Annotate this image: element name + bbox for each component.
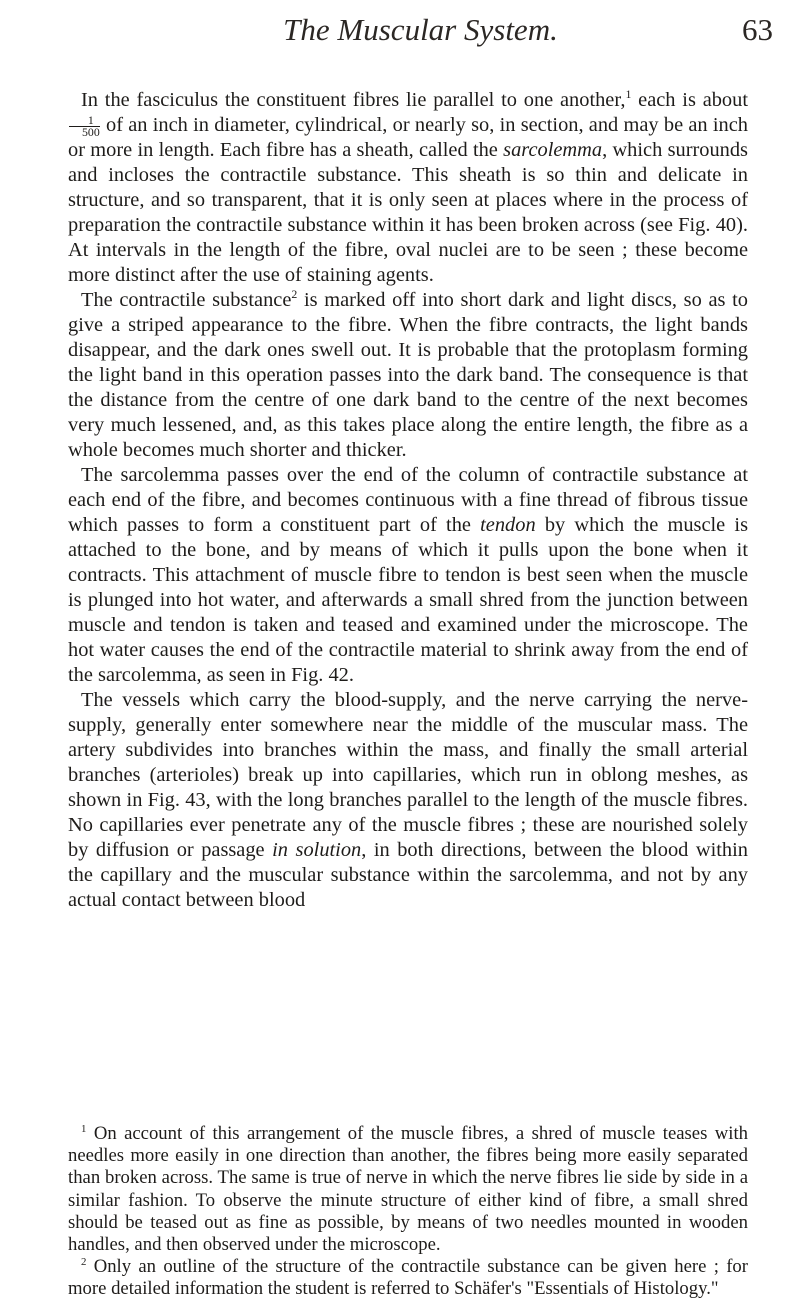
footnote-1 [68, 1123, 748, 1256]
paragraph-fibres [68, 88, 748, 288]
paragraph-tendon [68, 463, 748, 688]
footnote-marker: 2 [81, 1255, 87, 1268]
text-segment: The vessels which carry the blood-supply, and the nerve carrying the nerve-supply, generally enter somewhere near the middle of the muscular mass. The artery subdivides into branches within the mass, and finally the small arterial branches (arterioles) break up into capillaries, which run in oblong meshes, as shown in Fig. 43, with the long branches parallel to the length of the muscle fibres. No capillaries ever penetrate any of the muscle fibres ; these are nourished solely by diffusion or passage [68, 689, 748, 861]
page-number: 63 [742, 12, 773, 47]
text-segment: In the fasciculus the constituent fibres lie parallel to one another, [81, 89, 626, 111]
term-in-solution: in solution [272, 839, 362, 861]
running-title: The Muscular System. [283, 12, 558, 47]
body-text [68, 88, 748, 913]
footnote-text: Only an outline of the structure of the contractile substance can be given here ; for more detailed information the student is referred to Schäfer's "Essentials of Histology." [68, 1256, 748, 1300]
text-segment: , in both directions, between the blood within the capillary and the muscular substance within the sarcolemma, and not by any actual contact between blood [68, 839, 748, 911]
text-segment: , which surrounds and incloses the contractile substance. This sheath is so thin and delicate in structure, and so transparent, that it is only seen at places where in the process of preparation the contractile substance within it has been broken across (see Fig. 40). At intervals in the length of the fibre, oval nuclei are to be seen ; these become more distinct after the use of staining agents. [68, 139, 748, 286]
term-tendon: tendon [480, 514, 536, 536]
text-segment: of an inch in diameter, cylindrical, or nearly so, in section, and may be an inch or more in length. Each fibre has a sheath, called the [68, 114, 748, 161]
text-segment: each is about [631, 89, 748, 111]
footnotes [68, 1123, 748, 1301]
text-segment: by which the muscle is attached to the bone, and by means of which it pulls upon the bone when it contracts. This attachment of muscle fibre to tendon is best seen when the muscle is plunged into hot water, and afterwards a small shred from the junction between muscle and tendon is taken and teased and examined under the microscope. The hot water causes the end of the contractile material to shrink away from the end of the sarcolemma, as seen in Fig. 42. [68, 514, 749, 686]
text-segment: The sarcolemma passes over the end of the column of contractile substance at each end of the fibre, and becomes continuous with a fine thread of fibrous tissue which passes to form a constituent part of the [68, 464, 748, 536]
text-segment: is marked off into short dark and light discs, so as to give a striped appearance to the fibre. When the fibre contracts, the light bands disappear, and the dark ones swell out. It is probable that the protoplasm forming the light band in this operation passes into the dark band. The consequence is that the distance from the centre of one dark band to the centre of the next becomes very much lessened, and, as this takes place along the entire length, the fibre as a whole becomes much shorter and thicker. [68, 289, 748, 461]
footnote-marker: 1 [81, 1122, 87, 1135]
text-segment: The contractile substance [81, 289, 292, 311]
paragraph-vessels [68, 688, 748, 913]
fraction-numerator: 1 [69, 115, 100, 127]
footnote-ref-1: 1 [625, 87, 632, 102]
fraction [69, 115, 100, 137]
footnote-2 [68, 1256, 748, 1300]
fraction-denominator: 500 [82, 124, 100, 139]
paragraph-contractile-substance [68, 288, 748, 463]
footnote-text: On account of this arrangement of the muscle fibres, a shred of muscle teases with needles more easily in one direction than another, the fibres being more easily separated than broken across. The same is true of nerve in which the nerve fibres lie side by side in a similar fashion. To observe the minute structure of either kind of fibre, a small shred should be teased out as fine as possible, by means of two needles mounted in wooden handles, and then observed under the microscope. [68, 1123, 748, 1256]
footnote-ref-2: 2 [291, 287, 298, 302]
term-sarcolemma: sarcolemma [503, 139, 603, 161]
page-header [68, 10, 773, 70]
